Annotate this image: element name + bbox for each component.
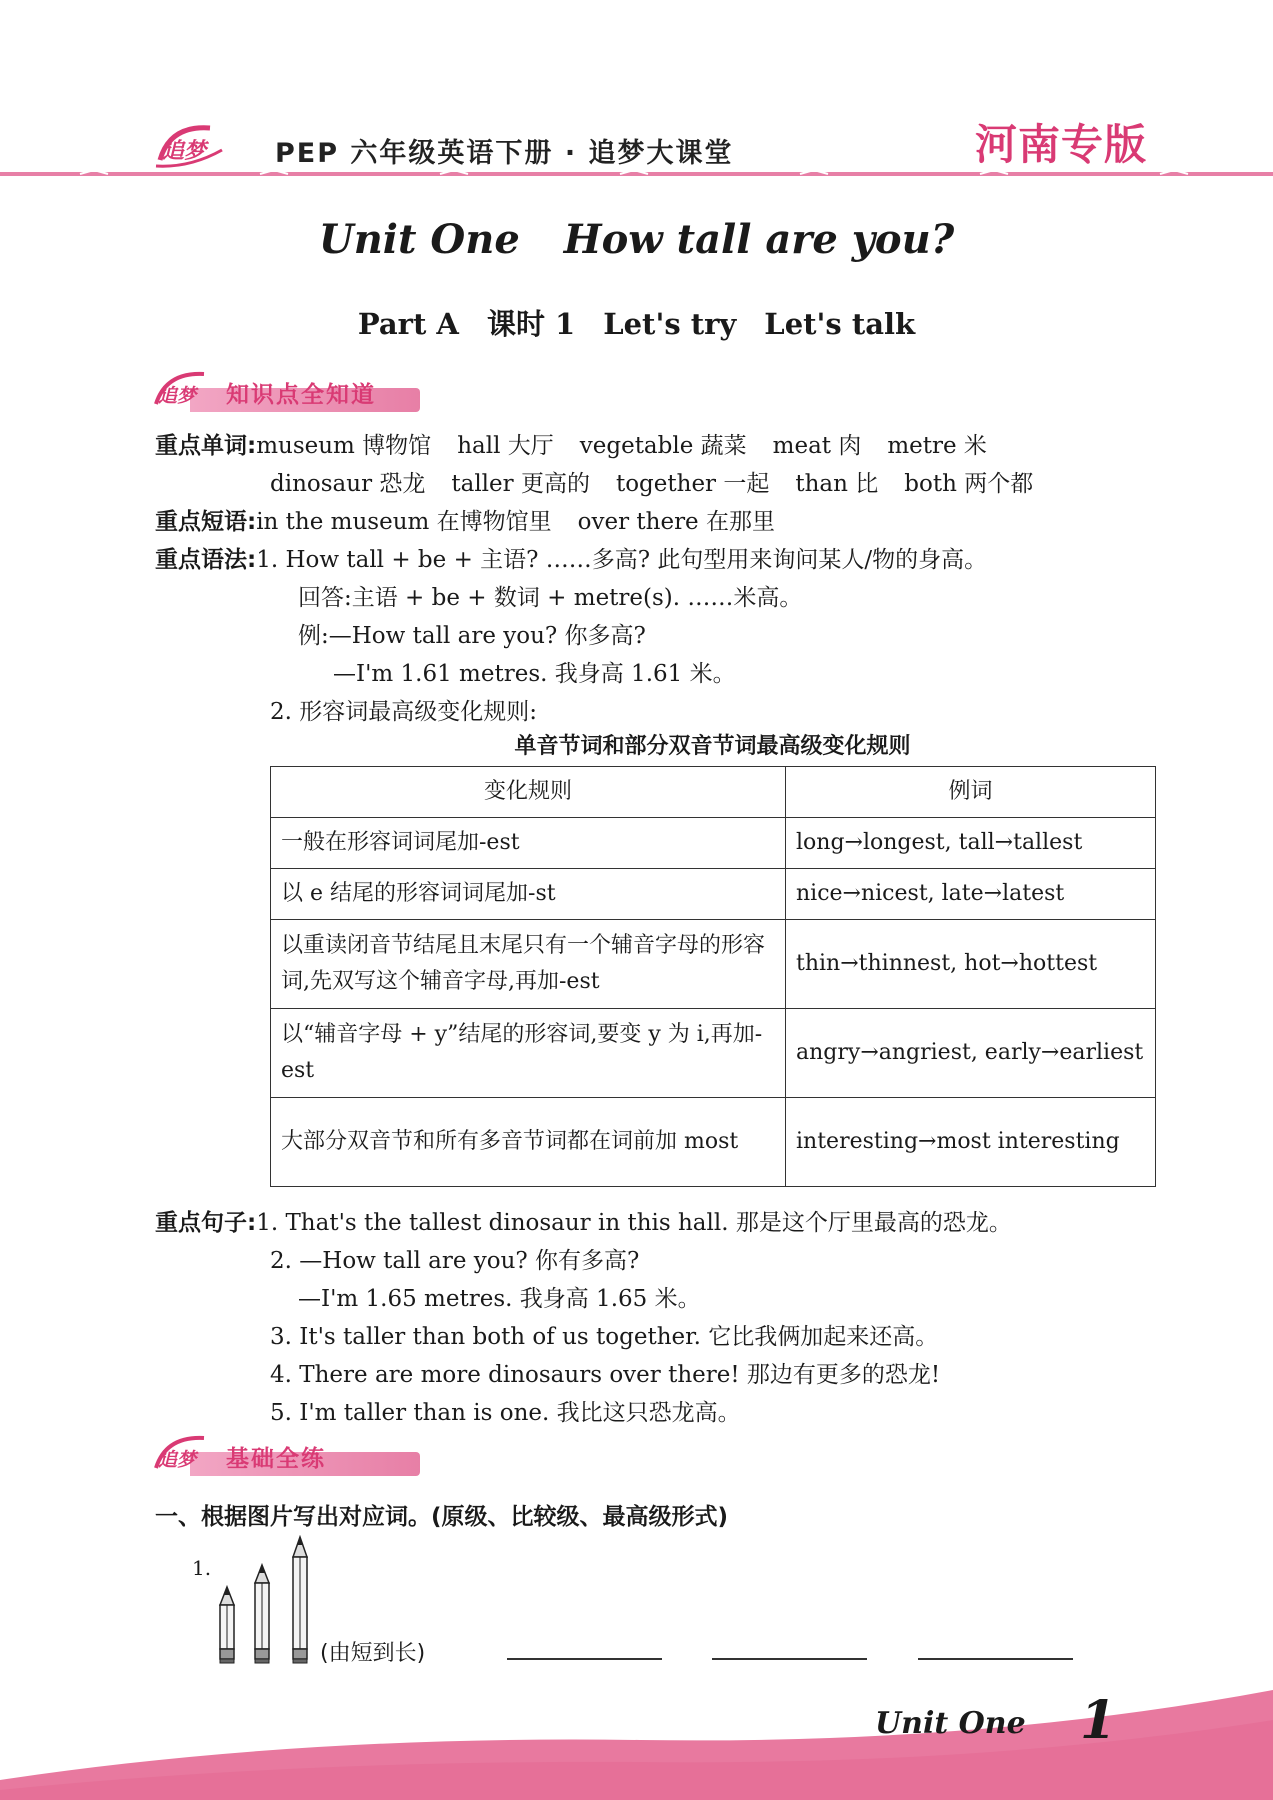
unit-title: Unit One How tall are you? bbox=[318, 216, 955, 263]
answer-blank-3[interactable] bbox=[918, 1658, 1073, 1660]
section-banner-practice: 追梦 基础全练 bbox=[150, 1432, 430, 1478]
edition-label: 河南专版 bbox=[975, 120, 1148, 169]
table-header: 例词 bbox=[786, 767, 1156, 818]
sentence-line-2: 2. —How tall are you? 你有多高? bbox=[270, 1248, 640, 1274]
sentence-line-1: 重点句子:1. That's the tallest dinosaur in this hall. 那是这个厅里最高的恐龙。 bbox=[155, 1210, 1012, 1236]
table-row: 以 e 结尾的形容词词尾加-st nice→nicest, late→latest bbox=[271, 869, 1156, 920]
zhuimeng-logo bbox=[150, 368, 220, 414]
question-title: 一、根据图片写出对应词。(原级、比较级、最高级形式) bbox=[155, 1504, 729, 1530]
table-row: 以重读闭音节结尾且末尾只有一个辅音字母的形容词,先双写这个辅音字母,再加-est thin→thinnest, hot→hottest bbox=[271, 920, 1156, 1009]
book-title: PEP 六年级英语下册 · 追梦大课堂 bbox=[275, 138, 734, 169]
pencil-short-icon bbox=[220, 1587, 234, 1663]
svg-text:追梦: 追梦 bbox=[158, 1449, 197, 1471]
pencil-long-icon bbox=[293, 1537, 307, 1663]
table-row: 一般在形容词词尾加-est long→longest, tall→tallest bbox=[271, 818, 1156, 869]
answer-blank-2[interactable] bbox=[712, 1658, 867, 1660]
sentence-line-6: 5. I'm taller than is one. 我比这只恐龙高。 bbox=[270, 1400, 741, 1426]
table-header: 变化规则 bbox=[271, 767, 786, 818]
superlative-rules-table bbox=[270, 766, 1156, 1187]
vocab-line-1: 重点单词:museum 博物馆 hall 大厅 vegetable 蔬菜 meat 肉 metre 米 bbox=[155, 433, 987, 459]
table-row: 大部分双音节和所有多音节词都在词前加 most interesting→most interesting bbox=[271, 1098, 1156, 1187]
footer-unit-label: Unit One bbox=[875, 1706, 1026, 1741]
sentence-line-4: 3. It's taller than both of us together. 它比我俩加起来还高。 bbox=[270, 1324, 939, 1350]
part-title: Part A 课时 1 Let's try Let's talk bbox=[357, 307, 916, 341]
pencil-hint: (由短到长) bbox=[320, 1641, 426, 1666]
table-caption: 单音节词和部分双音节词最高级变化规则 bbox=[514, 734, 911, 759]
zhuimeng-logo bbox=[150, 120, 230, 172]
zhuimeng-logo bbox=[150, 1432, 220, 1478]
table-row: 以“辅音字母 + y”结尾的形容词,要变 y 为 i,再加-est angry→angriest, early→earliest bbox=[271, 1009, 1156, 1098]
sentence-line-5: 4. There are more dinosaurs over there! 那边有更多的恐龙! bbox=[270, 1362, 941, 1388]
header-divider bbox=[0, 169, 1273, 179]
pencils-illustration bbox=[212, 1535, 322, 1665]
answer-blank-1[interactable] bbox=[507, 1658, 662, 1660]
sentence-line-3: —I'm 1.65 metres. 我身高 1.65 米。 bbox=[298, 1286, 701, 1312]
grammar-line-2: 回答:主语 + be + 数词 + metre(s). ……米高。 bbox=[298, 585, 803, 611]
phrase-line: 重点短语:in the museum 在博物馆里 over there 在那里 bbox=[155, 509, 775, 535]
section-banner-knowledge: 追梦 知识点全知道 bbox=[150, 368, 430, 414]
grammar-line-4: —I'm 1.61 metres. 我身高 1.61 米。 bbox=[333, 661, 736, 687]
svg-text:追梦: 追梦 bbox=[158, 385, 197, 407]
pencil-medium-icon bbox=[255, 1565, 269, 1663]
grammar-line-5: 2. 形容词最高级变化规则: bbox=[270, 699, 538, 725]
svg-text:追梦: 追梦 bbox=[162, 139, 207, 164]
page-number: 1 bbox=[1080, 1690, 1117, 1751]
grammar-line-3: 例:—How tall are you? 你多高? bbox=[298, 623, 646, 649]
vocab-line-2: dinosaur 恐龙 taller 更高的 together 一起 than 比 both 两个都 bbox=[270, 471, 1034, 497]
item-number: 1. bbox=[192, 1556, 212, 1580]
grammar-line-1: 重点语法:1. How tall + be + 主语? ……多高? 此句型用来询问某人/物的身高。 bbox=[155, 547, 988, 573]
